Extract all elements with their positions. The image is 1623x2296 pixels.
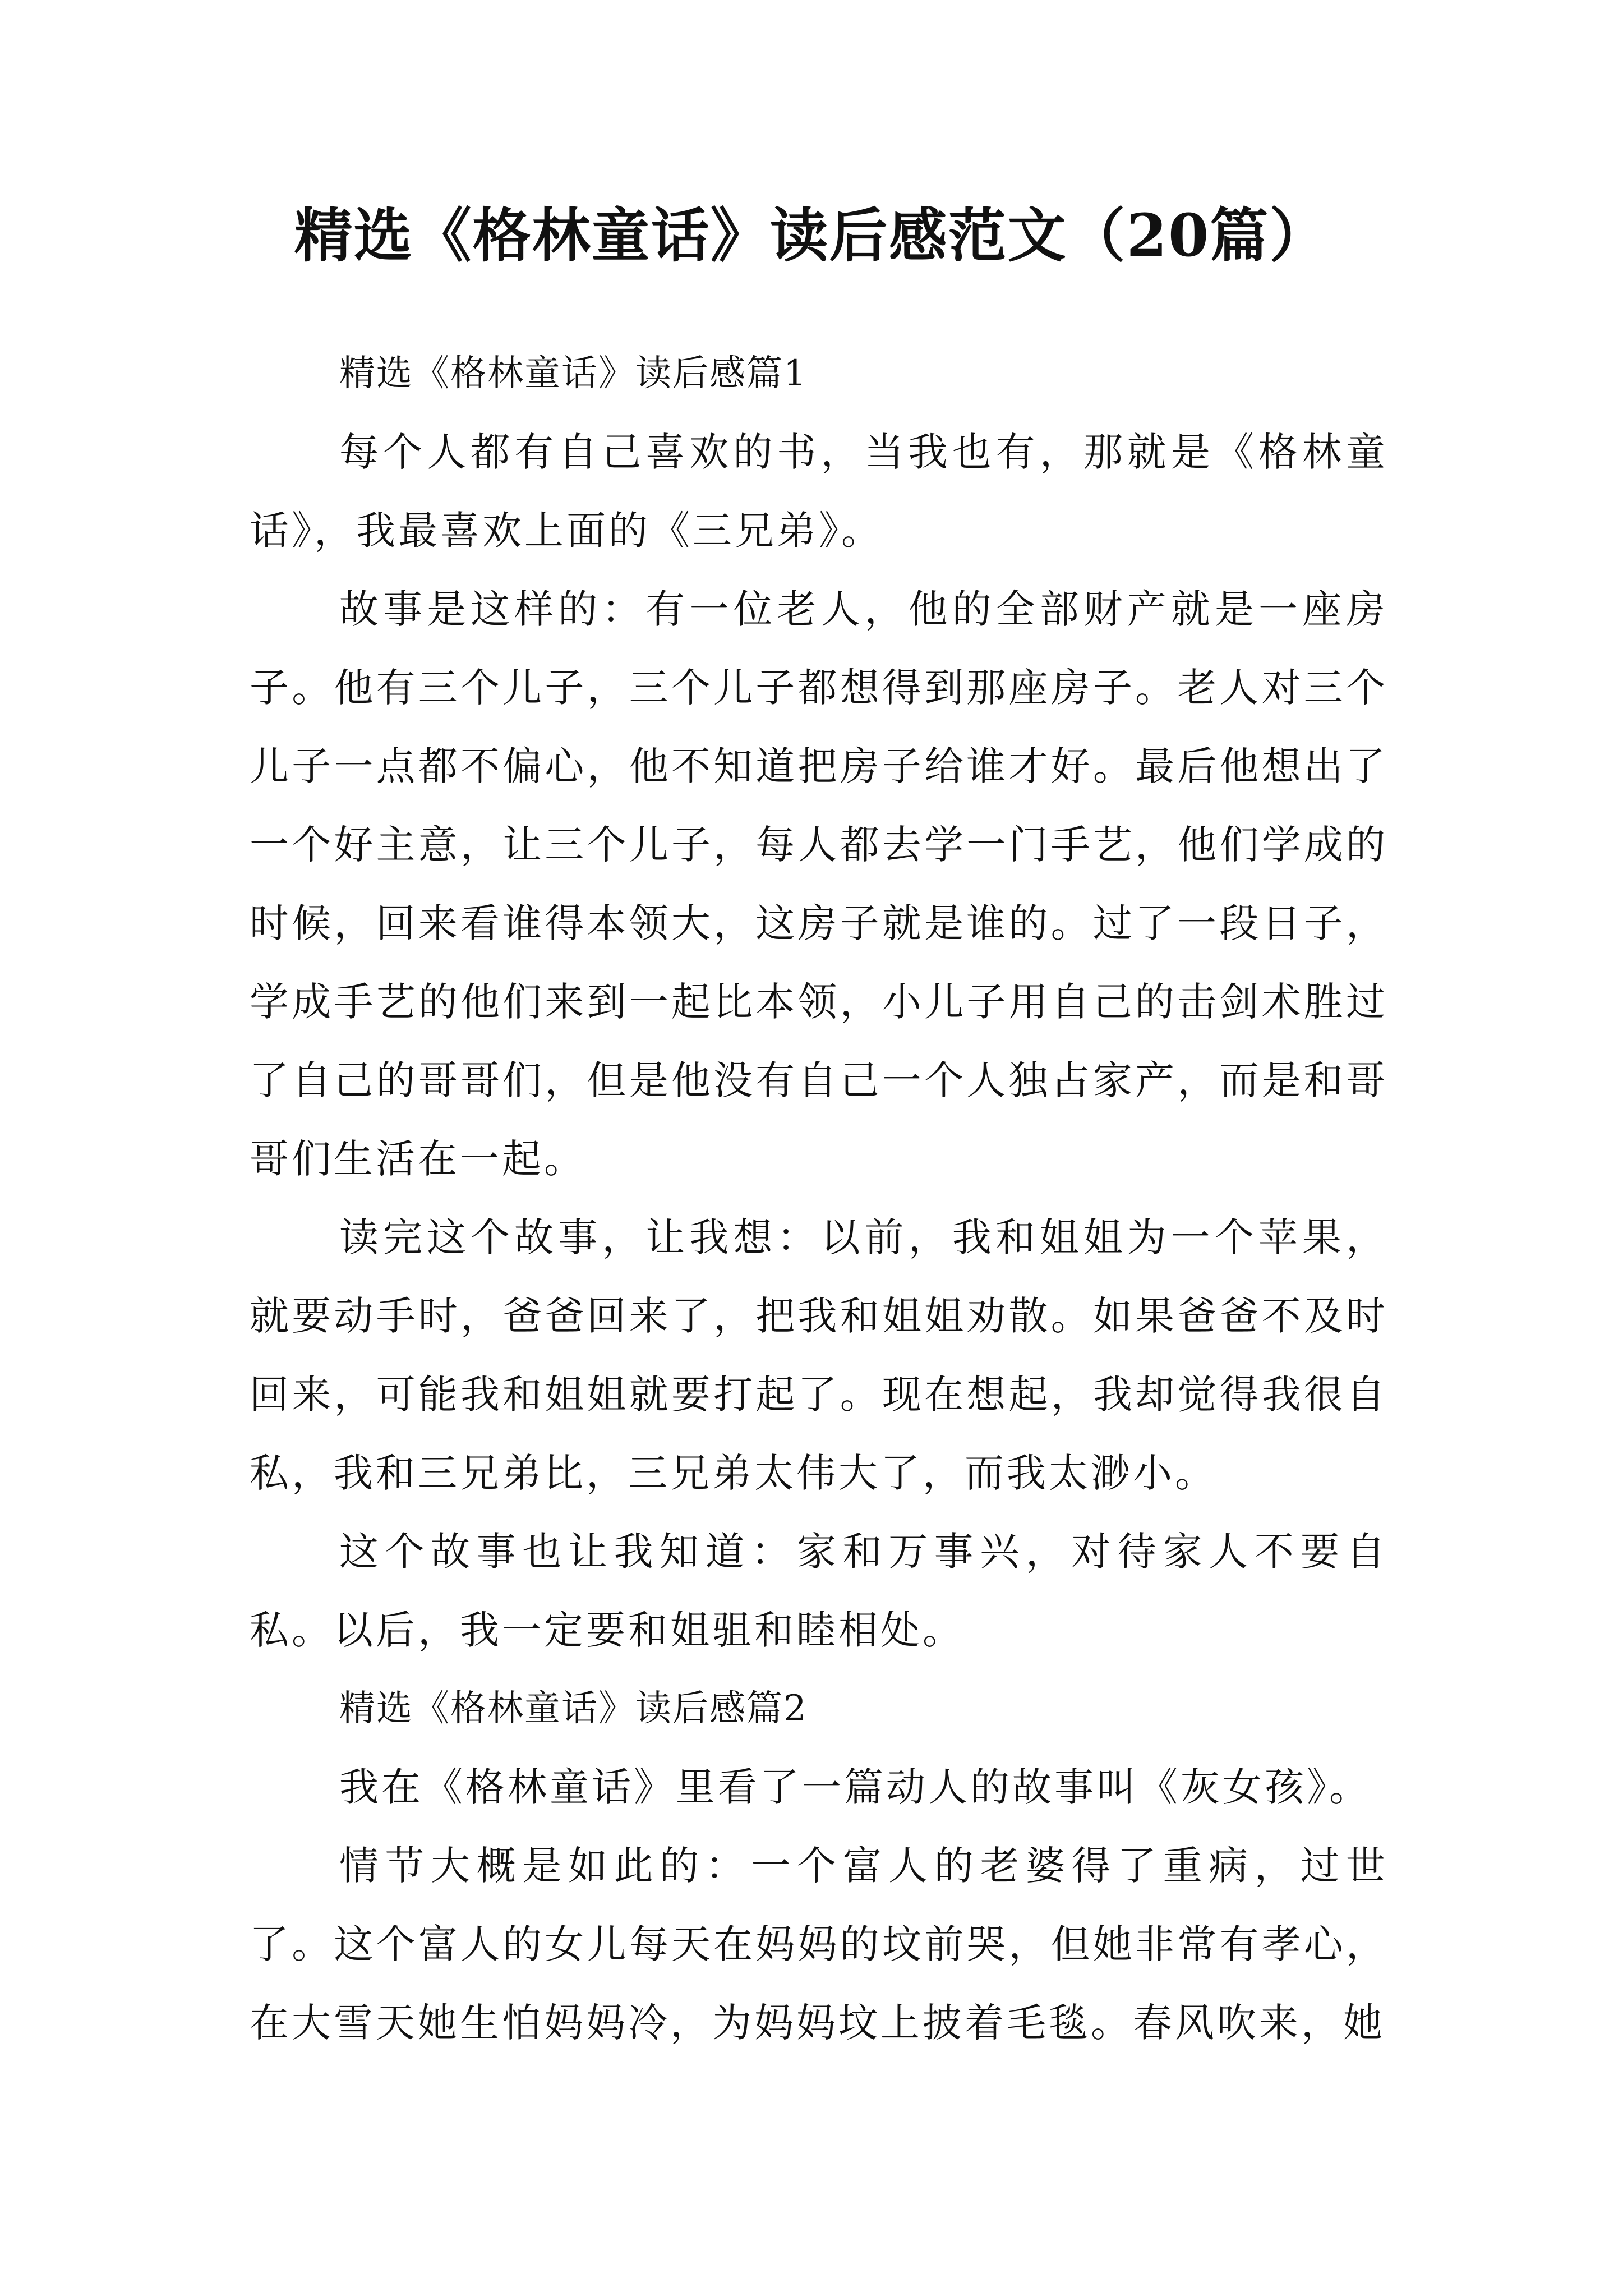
section-heading: 精选《格林童话》读后感篇2 [339, 1688, 808, 1729]
paragraph: 我在《格林童话》里看了一篇动人的故事叫《灰女孩》。 [339, 1764, 1371, 1810]
document-body [250, 334, 1388, 2062]
paragraph: 故事是这样的：有一位老人，他的全部财产就是一座房子。他有三个儿子，三个儿子都想得到那座房子。老人对三个儿子一点都不偏心，他不知道把房子给谁才好。最后他想出了一个好主意，让三个儿子，每人都去学一门手艺，他们学成的时候，回来看谁得本领大，这房子就是谁的。过了一段日子，学成手艺的他们来到一起比本领，小儿子用自己的击剑术胜过了自己的哥哥们，但是他没有自己一个人独占家产，而是和哥哥们生活在一起。 [250, 586, 1388, 1182]
document-title: 精选《格林童话》读后感范文（20篇） [294, 201, 1329, 270]
paragraph: 这个故事也让我知道：家和万事兴，对待家人不要自私。以后，我一定要和姐驵和睦相处。 [250, 1529, 1388, 1653]
paragraph: 读完这个故事，让我想：以前，我和姐姐为一个苹果，就要动手时，爸爸回来了，把我和姐姐劝散。如果爸爸不及时回来，可能我和姐姐就要打起了。现在想起，我却觉得我很自私，我和三兄弟比，三兄弟太伟大了，而我太渺小。 [250, 1214, 1388, 1496]
section-heading: 精选《格林童话》读后感篇1 [339, 353, 808, 394]
paragraph: 每个人都有自己喜欢的书，当我也有，那就是《格林童话》，我最喜欢上面的《三兄弟》。 [250, 429, 1388, 554]
paragraph: 情节大概是如此的：一个富人的老婆得了重病，过世了。这个富人的女儿每天在妈妈的坟前哭，但她非常有孝心，在大雪天她生怕妈妈冷，为妈妈坟上披着毛毯。春风吹来，她 [250, 1843, 1388, 2046]
